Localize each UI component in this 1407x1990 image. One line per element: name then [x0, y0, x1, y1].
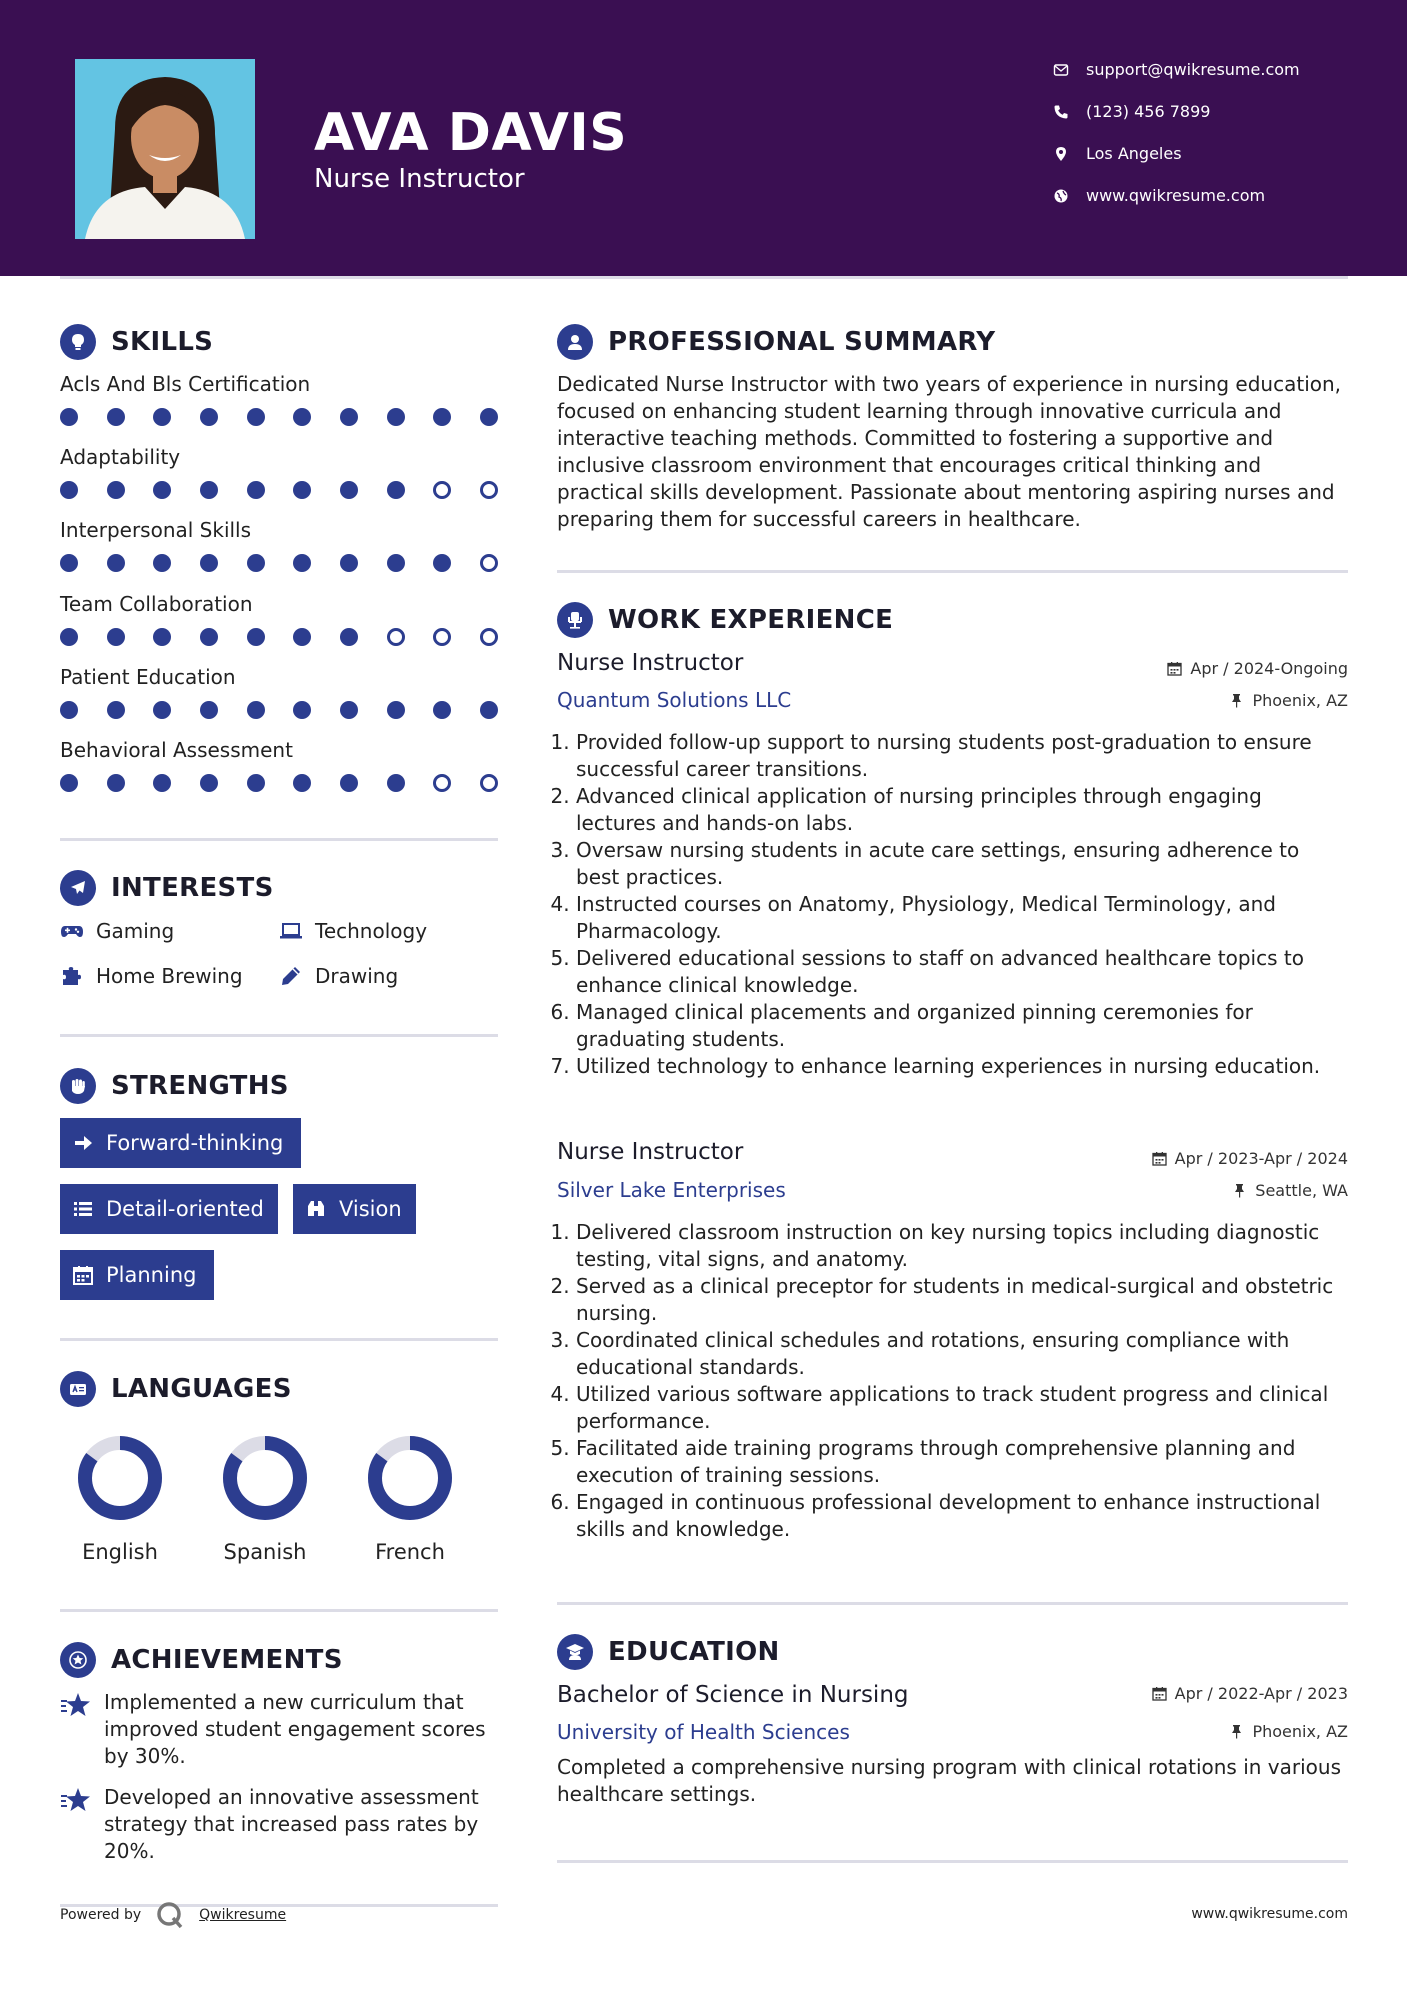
pushpin-icon: [1232, 1183, 1247, 1198]
rating-dot-filled: [387, 554, 405, 572]
skill-rating: [60, 701, 498, 719]
duty-item: 3. Coordinated clinical schedules and rotations, ensuring compliance with educational standards.: [576, 1327, 1348, 1381]
job-dates-text: Apr / 2024-Ongoing: [1190, 659, 1348, 678]
duty-item: 6. Engaged in continuous professional development to enhance instructional skills and knowledge.: [576, 1489, 1348, 1543]
experience-heading: [557, 602, 893, 638]
rating-dot-filled: [340, 628, 358, 646]
strength-tag: [60, 1184, 278, 1234]
footer-powered-by: [60, 1900, 286, 1930]
job-location-text: Seattle, WA: [1255, 1181, 1348, 1200]
profile-photo: [75, 59, 255, 239]
achievement-text: Implemented a new curriculum that improved student engagement scores by 30%.: [104, 1690, 486, 1768]
envelope-icon: [1052, 61, 1070, 79]
calendar-icon: [1152, 1151, 1167, 1166]
user-icon: [557, 324, 593, 360]
header-divider: [60, 276, 1348, 279]
interest-item: [60, 919, 174, 943]
rating-dot-filled: [293, 554, 311, 572]
rating-dot-filled: [200, 554, 218, 572]
arrow-right-icon: [72, 1132, 94, 1154]
job-location: [1229, 691, 1348, 710]
interest-label: Home Brewing: [96, 964, 243, 988]
fist-icon: [60, 1068, 96, 1104]
candidate-role: Nurse Instructor: [314, 164, 525, 194]
skill-rating: [60, 774, 498, 792]
education-title: EDUCATION: [608, 1637, 780, 1667]
summary-heading: [557, 324, 995, 360]
rating-dot-filled: [480, 701, 498, 719]
rating-dot-empty: [480, 554, 498, 572]
duty-item: 1. Delivered classroom instruction on key nursing topics including diagnostic testing, vital signs, and anatomy.: [576, 1219, 1348, 1273]
skill-name: Team Collaboration: [60, 592, 253, 616]
education-degree: Bachelor of Science in Nursing: [557, 1682, 909, 1708]
education-school: University of Health Sciences: [557, 1720, 850, 1744]
graduate-icon: [557, 1634, 593, 1670]
contact-phone-text: (123) 456 7899: [1086, 102, 1211, 121]
rating-dot-filled: [60, 554, 78, 572]
job-duties: [557, 1219, 1348, 1543]
achievements-title: ACHIEVEMENTS: [111, 1645, 343, 1675]
candidate-name: AVA DAVIS: [314, 103, 628, 163]
education-location: [1229, 1722, 1348, 1741]
rating-dot-empty: [480, 481, 498, 499]
duty-item: 4. Utilized various software applications to track student progress and clinical performance.: [576, 1381, 1348, 1435]
section-divider: [557, 1860, 1348, 1863]
skill-name: Behavioral Assessment: [60, 738, 293, 762]
rating-dot-filled: [293, 701, 311, 719]
phone-icon: [1052, 103, 1070, 121]
rating-dot-filled: [387, 774, 405, 792]
language-donut: [366, 1434, 454, 1522]
section-divider: [557, 1602, 1348, 1605]
rating-dot-filled: [200, 628, 218, 646]
rating-dot-filled: [200, 774, 218, 792]
rating-dot-filled: [153, 554, 171, 572]
rating-dot-filled: [340, 554, 358, 572]
skill-name: Interpersonal Skills: [60, 518, 252, 542]
interest-label: Technology: [315, 919, 428, 943]
summary-text: Dedicated Nurse Instructor with two years of experience in nursing education, focused on enhancing student learning through innovative curricula and interactive teaching methods. Committed to fostering a supportive and inclusive classroom environment that encourages critical thinking and practical skills development. Passionate about mentoring aspiring nurses and preparing them for successful careers in healthcare.: [557, 372, 1342, 531]
achievement-text: Developed an innovative assessment strategy that increased pass rates by 20%.: [104, 1785, 479, 1863]
duty-item: 2. Advanced clinical application of nursing principles through engaging lectures and hands-on labs.: [576, 783, 1348, 837]
rating-dot-filled: [433, 701, 451, 719]
paper-plane-icon: [60, 870, 96, 906]
rating-dot-filled: [200, 481, 218, 499]
contact-phone[interactable]: [1052, 102, 1210, 121]
duty-item: 5. Facilitated aide training programs through comprehensive planning and execution of training sessions.: [576, 1435, 1348, 1489]
skill-rating: [60, 554, 498, 572]
qwikresume-logo-icon: [155, 1900, 185, 1930]
job-company: Silver Lake Enterprises: [557, 1178, 786, 1202]
skill-name: Patient Education: [60, 665, 236, 689]
job-dates-text: Apr / 2023-Apr / 2024: [1174, 1149, 1348, 1168]
rating-dot-filled: [107, 628, 125, 646]
laptop-icon: [279, 920, 303, 942]
section-divider: [60, 838, 498, 841]
skill-name: Acls And Bls Certification: [60, 372, 311, 396]
rating-dot-filled: [480, 408, 498, 426]
language-icon: [60, 1371, 96, 1407]
contact-website-text: www.qwikresume.com: [1086, 186, 1266, 205]
language-item: [205, 1434, 325, 1564]
skill-name: Adaptability: [60, 445, 181, 469]
strength-label: Detail-oriented: [106, 1197, 264, 1221]
section-divider: [557, 570, 1348, 573]
skill-rating: [60, 628, 498, 646]
calendar-icon: [72, 1264, 94, 1286]
duty-item: 5. Delivered educational sessions to staff on advanced healthcare topics to enhance clinical knowledge.: [576, 945, 1348, 999]
strength-tag: [60, 1118, 301, 1168]
rating-dot-filled: [387, 408, 405, 426]
job-duties: [557, 729, 1348, 1080]
footer-website[interactable]: www.qwikresume.com: [1191, 1906, 1348, 1922]
duty-item: 4. Instructed courses on Anatomy, Physiology, Medical Terminology, and Pharmacology.: [576, 891, 1348, 945]
skill-rating: [60, 481, 498, 499]
rating-dot-filled: [247, 774, 265, 792]
rating-dot-empty: [387, 628, 405, 646]
contact-email[interactable]: [1052, 60, 1300, 79]
strengths-heading: [60, 1068, 289, 1104]
resume-header: [0, 0, 1407, 276]
education-dates: [1152, 1684, 1348, 1703]
achievement-item: [60, 1784, 500, 1865]
duty-item: 2. Served as a clinical preceptor for students in medical-surgical and obstetric nursing.: [576, 1273, 1348, 1327]
rating-dot-filled: [153, 701, 171, 719]
globe-icon: [1052, 187, 1070, 205]
rating-dot-filled: [107, 408, 125, 426]
rating-dot-filled: [60, 628, 78, 646]
strength-label: Vision: [339, 1197, 402, 1221]
rating-dot-filled: [153, 481, 171, 499]
rating-dot-empty: [480, 628, 498, 646]
education-location-text: Phoenix, AZ: [1252, 1722, 1348, 1741]
rating-dot-empty: [433, 628, 451, 646]
strengths-title: STRENGTHS: [111, 1071, 289, 1101]
interest-label: Gaming: [96, 919, 175, 943]
section-divider: [60, 1034, 498, 1037]
skills-heading: [60, 324, 213, 360]
section-divider: [60, 1338, 498, 1341]
pencil-icon: [279, 965, 303, 987]
rating-dot-filled: [60, 481, 78, 499]
rating-dot-filled: [247, 628, 265, 646]
achievement-item: [60, 1689, 500, 1770]
interest-item: [279, 919, 427, 943]
job-location-text: Phoenix, AZ: [1252, 691, 1348, 710]
calendar-icon: [1152, 1686, 1167, 1701]
contact-website[interactable]: [1052, 186, 1265, 205]
language-donut: [221, 1434, 309, 1522]
rating-dot-filled: [340, 408, 358, 426]
rating-dot-filled: [433, 408, 451, 426]
education-description: Completed a comprehensive nursing program with clinical rotations in various healthcare settings.: [557, 1755, 1341, 1806]
rating-dot-filled: [107, 701, 125, 719]
rating-dot-filled: [293, 774, 311, 792]
strength-tag: [293, 1184, 416, 1234]
rating-dot-filled: [433, 554, 451, 572]
strength-label: Planning: [106, 1263, 197, 1287]
language-donut: [76, 1434, 164, 1522]
achievements-heading: [60, 1642, 343, 1678]
rating-dot-filled: [387, 481, 405, 499]
map-pin-icon: [1052, 145, 1070, 163]
star-icon: [60, 1691, 92, 1719]
rating-dot-filled: [107, 774, 125, 792]
contact-location: [1052, 144, 1182, 163]
rating-dot-filled: [340, 701, 358, 719]
powered-by-text: Powered by: [60, 1907, 142, 1923]
rating-dot-filled: [293, 408, 311, 426]
strength-tag: [60, 1250, 214, 1300]
experience-title: WORK EXPERIENCE: [608, 605, 894, 635]
binoculars-icon: [305, 1198, 327, 1220]
star-icon: [60, 1786, 92, 1814]
rating-dot-filled: [200, 701, 218, 719]
interest-item: [279, 964, 398, 988]
language-label: French: [375, 1540, 445, 1564]
job-dates: [1167, 659, 1348, 678]
language-label: Spanish: [223, 1540, 307, 1564]
star-badge-icon: [60, 1642, 96, 1678]
rating-dot-filled: [340, 774, 358, 792]
gamepad-icon: [60, 920, 84, 942]
contact-email-text: support@qwikresume.com: [1086, 60, 1300, 79]
skills-title: SKILLS: [111, 327, 214, 357]
rating-dot-filled: [107, 554, 125, 572]
education-heading: [557, 1634, 780, 1670]
duty-item: 7. Utilized technology to enhance learning experiences in nursing education.: [576, 1053, 1348, 1080]
interest-item: [60, 964, 243, 988]
rating-dot-filled: [293, 628, 311, 646]
rating-dot-filled: [153, 628, 171, 646]
education-dates-text: Apr / 2022-Apr / 2023: [1174, 1684, 1348, 1703]
duty-item: 1. Provided follow-up support to nursing students post-graduation to ensure successful career transitions.: [576, 729, 1348, 783]
office-chair-icon: [557, 602, 593, 638]
rating-dot-empty: [433, 481, 451, 499]
rating-dot-filled: [60, 701, 78, 719]
duty-item: 3. Oversaw nursing students in acute care settings, ensuring adherence to best practices.: [576, 837, 1348, 891]
languages-title: LANGUAGES: [111, 1374, 292, 1404]
puzzle-piece-icon: [60, 965, 84, 987]
skill-rating: [60, 408, 498, 426]
rating-dot-filled: [153, 774, 171, 792]
interests-heading: [60, 870, 274, 906]
rating-dot-filled: [107, 481, 125, 499]
language-item: [60, 1434, 180, 1564]
duty-item: 6. Managed clinical placements and organized pinning ceremonies for graduating students.: [576, 999, 1348, 1053]
rating-dot-filled: [153, 408, 171, 426]
job-location: [1232, 1181, 1348, 1200]
languages-heading: [60, 1371, 292, 1407]
interest-label: Drawing: [315, 964, 399, 988]
section-divider: [60, 1609, 498, 1612]
summary-title: PROFESSIONAL SUMMARY: [608, 327, 996, 357]
rating-dot-filled: [200, 408, 218, 426]
contact-location-text: Los Angeles: [1086, 144, 1182, 163]
rating-dot-filled: [387, 701, 405, 719]
qwikresume-link[interactable]: Qwikresume: [199, 1907, 287, 1923]
lightbulb-icon: [60, 324, 96, 360]
language-item: [350, 1434, 470, 1564]
language-label: English: [82, 1540, 158, 1564]
rating-dot-empty: [480, 774, 498, 792]
rating-dot-filled: [60, 774, 78, 792]
rating-dot-filled: [247, 701, 265, 719]
list-icon: [72, 1198, 94, 1220]
rating-dot-empty: [433, 774, 451, 792]
interests-title: INTERESTS: [111, 873, 274, 903]
job-dates: [1152, 1149, 1348, 1168]
rating-dot-filled: [247, 481, 265, 499]
rating-dot-filled: [340, 481, 358, 499]
pushpin-icon: [1229, 1724, 1244, 1739]
job-title: Nurse Instructor: [557, 650, 744, 676]
rating-dot-filled: [293, 481, 311, 499]
calendar-icon: [1167, 661, 1182, 676]
strength-label: Forward-thinking: [106, 1131, 284, 1155]
job-title: Nurse Instructor: [557, 1139, 744, 1165]
rating-dot-filled: [60, 408, 78, 426]
rating-dot-filled: [247, 408, 265, 426]
pushpin-icon: [1229, 693, 1244, 708]
rating-dot-filled: [247, 554, 265, 572]
job-company: Quantum Solutions LLC: [557, 688, 792, 712]
